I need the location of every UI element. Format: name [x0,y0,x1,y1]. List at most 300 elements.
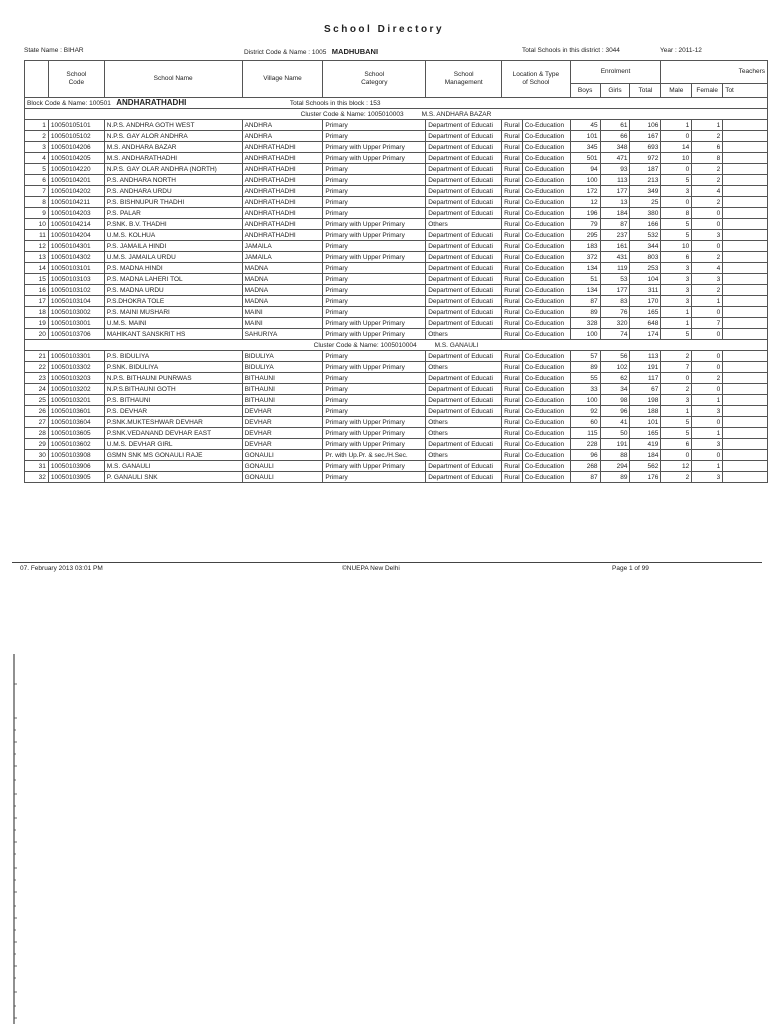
school-name-cell: U.M.S. MAINI [104,318,242,329]
school-code-cell: 10050105101 [48,120,104,131]
village-name-cell: ANDHRATHADHI [242,219,323,230]
state-name: State Name : BIHAR [24,47,84,54]
teachers-total-cell [723,351,768,362]
female-teachers-cell: 0 [692,417,723,428]
female-teachers-cell: 2 [692,131,723,142]
boys-cell: 60 [570,417,600,428]
page-title: School Directory [323,24,445,35]
school-type-cell: Co-Education [522,175,570,186]
male-teachers-cell: 6 [661,252,692,263]
table-row [25,131,768,142]
location-cell: Rural [502,285,523,296]
serial-no-cell: 23 [25,373,49,384]
school-category-cell: Primary with Upper Primary [323,439,426,450]
teachers-total-cell [723,472,768,483]
female-teachers-cell: 1 [692,120,723,131]
school-code-cell: 10050104201 [48,175,104,186]
school-code-cell: 10050104302 [48,252,104,263]
serial-no-cell: 11 [25,230,49,241]
school-code-cell: 10050104206 [48,142,104,153]
footer-date: 07. February 2013 03:01 PM [20,565,103,572]
school-type-cell: Co-Education [522,450,570,461]
table-row [25,153,768,164]
girls-cell: 237 [600,230,630,241]
school-code-cell: 10050103302 [48,362,104,373]
male-teachers-cell: 0 [661,131,692,142]
teachers-total-cell [723,153,768,164]
table-row [25,395,768,406]
school-type-cell: Co-Education [522,472,570,483]
girls-cell: 96 [600,406,630,417]
school-code-cell: 10050103203 [48,373,104,384]
school-name-cell: P.S. PALAR [104,208,242,219]
school-management-cell: Department of Educati [426,120,502,131]
school-category-cell: Primary [323,120,426,131]
school-category-cell: Primary with Upper Primary [323,230,426,241]
table-row [25,461,768,472]
header-teachers-total: Tot [723,84,768,98]
enrolment-total-cell: 25 [630,197,661,208]
female-teachers-cell: 0 [692,219,723,230]
school-name-cell: P.S.DHOKRA TOLE [104,296,242,307]
serial-no-cell: 1 [25,120,49,131]
village-name-cell: JAMAILA [242,241,323,252]
serial-no-cell: 31 [25,461,49,472]
table-body [25,98,768,483]
cluster-row [25,109,768,120]
school-type-cell: Co-Education [522,142,570,153]
enrolment-total-cell: 213 [630,175,661,186]
school-category-cell: Primary with Upper Primary [323,329,426,340]
village-name-cell: ANDHRATHADHI [242,230,323,241]
male-teachers-cell: 0 [661,164,692,175]
enrolment-total-cell: 166 [630,219,661,230]
enrolment-total-cell: 349 [630,186,661,197]
enrolment-total-cell: 188 [630,406,661,417]
male-teachers-cell: 5 [661,428,692,439]
teachers-total-cell [723,197,768,208]
location-cell: Rural [502,318,523,329]
enrolment-total-cell: 106 [630,120,661,131]
school-management-cell: Others [426,417,502,428]
female-teachers-cell: 8 [692,153,723,164]
school-name-cell: GSMN SNK MS GONAULI RAJE [104,450,242,461]
serial-no-cell: 2 [25,131,49,142]
school-type-cell: Co-Education [522,329,570,340]
table-row [25,230,768,241]
male-teachers-cell: 3 [661,263,692,274]
girls-cell: 89 [600,472,630,483]
teachers-total-cell [723,296,768,307]
teachers-total-cell [723,461,768,472]
female-teachers-cell: 0 [692,241,723,252]
girls-cell: 83 [600,296,630,307]
school-management-cell: Department of Educati [426,351,502,362]
school-code-cell: 10050103104 [48,296,104,307]
school-category-cell: Pr. with Up.Pr. & sec./H.Sec. [323,450,426,461]
table-row [25,175,768,186]
location-cell: Rural [502,472,523,483]
school-code-cell: 10050104203 [48,208,104,219]
girls-cell: 53 [600,274,630,285]
boys-cell: 183 [570,241,600,252]
school-name-cell: P.SNK.MUKTESHWAR DEVHAR [104,417,242,428]
school-name-cell: P.S. MADNA URDU [104,285,242,296]
cluster-info [25,109,768,120]
school-category-cell: Primary [323,406,426,417]
school-category-cell: Primary [323,208,426,219]
teachers-total-cell [723,406,768,417]
boys-cell: 51 [570,274,600,285]
school-category-cell: Primary [323,296,426,307]
girls-cell: 102 [600,362,630,373]
enrolment-total-cell: 187 [630,164,661,175]
village-name-cell: MAINI [242,307,323,318]
school-name-cell: M.S. ANDHARA BAZAR [104,142,242,153]
table-row [25,307,768,318]
village-name-cell: DEVHAR [242,439,323,450]
block-total-schools: Total Schools in this block : 153 [289,100,381,107]
location-cell: Rural [502,439,523,450]
teachers-total-cell [723,285,768,296]
location-cell: Rural [502,329,523,340]
school-code-cell: 10050104220 [48,164,104,175]
boys-cell: 92 [570,406,600,417]
boys-cell: 89 [570,307,600,318]
table-row [25,208,768,219]
teachers-total-cell [723,186,768,197]
girls-cell: 66 [600,131,630,142]
school-name-cell: MAHIKANT SANSKRIT HS [104,329,242,340]
school-code-cell: 10050103301 [48,351,104,362]
school-category-cell: Primary [323,197,426,208]
serial-no-cell: 18 [25,307,49,318]
girls-cell: 41 [600,417,630,428]
male-teachers-cell: 14 [661,142,692,153]
table-row [25,285,768,296]
male-teachers-cell: 3 [661,274,692,285]
teachers-total-cell [723,120,768,131]
header-girls: Girls [600,84,630,98]
school-management-cell: Department of Educati [426,208,502,219]
school-type-cell: Co-Education [522,263,570,274]
village-name-cell: BITHAUNI [242,395,323,406]
school-category-cell: Primary with Upper Primary [323,153,426,164]
female-teachers-cell: 4 [692,263,723,274]
header-enrolment: Enrolment [570,61,661,84]
boys-cell: 12 [570,197,600,208]
female-teachers-cell: 1 [692,296,723,307]
table-row [25,252,768,263]
girls-cell: 76 [600,307,630,318]
school-type-cell: Co-Education [522,439,570,450]
serial-no-cell: 27 [25,417,49,428]
school-code-cell: 10050104214 [48,219,104,230]
footer-credit: ©NUEPA New Delhi [342,565,400,572]
school-name-cell: P.SNK.VEDANAND DEVHAR EAST [104,428,242,439]
school-name-cell: U.M.S. KOLHUA [104,230,242,241]
village-name-cell: JAMAILA [242,252,323,263]
school-management-cell: Department of Educati [426,384,502,395]
village-name-cell: ANDHRATHADHI [242,164,323,175]
girls-cell: 13 [600,197,630,208]
school-type-cell: Co-Education [522,406,570,417]
school-management-cell: Department of Educati [426,296,502,307]
school-category-cell: Primary [323,175,426,186]
enrolment-total-cell: 176 [630,472,661,483]
serial-no-cell: 19 [25,318,49,329]
boys-cell: 228 [570,439,600,450]
girls-cell: 56 [600,351,630,362]
enrolment-total-cell: 253 [630,263,661,274]
school-directory-table [24,60,768,483]
teachers-total-cell [723,450,768,461]
school-type-cell: Co-Education [522,219,570,230]
school-management-cell: Others [426,428,502,439]
serial-no-cell: 10 [25,219,49,230]
serial-no-cell: 20 [25,329,49,340]
enrolment-total-cell: 170 [630,296,661,307]
teachers-total-cell [723,362,768,373]
table-row [25,417,768,428]
total-schools-district: Total Schools in this district : 3044 [522,47,620,54]
school-code-cell: 10050103706 [48,329,104,340]
female-teachers-cell: 1 [692,395,723,406]
girls-cell: 161 [600,241,630,252]
boys-cell: 94 [570,164,600,175]
enrolment-total-cell: 184 [630,450,661,461]
female-teachers-cell: 0 [692,307,723,318]
male-teachers-cell: 5 [661,329,692,340]
school-type-cell: Co-Education [522,164,570,175]
school-type-cell: Co-Education [522,285,570,296]
boys-cell: 328 [570,318,600,329]
location-cell: Rural [502,263,523,274]
boys-cell: 372 [570,252,600,263]
header-serial [25,61,49,98]
male-teachers-cell: 5 [661,219,692,230]
male-teachers-cell: 0 [661,373,692,384]
school-type-cell: Co-Education [522,395,570,406]
school-type-cell: Co-Education [522,197,570,208]
table-row [25,241,768,252]
teachers-total-cell [723,307,768,318]
school-name-cell: N.P.S. GAY ALOR ANDHRA [104,131,242,142]
school-type-cell: Co-Education [522,230,570,241]
table-row [25,186,768,197]
teachers-total-cell [723,208,768,219]
table-row [25,142,768,153]
school-management-cell: Department of Educati [426,131,502,142]
table-row [25,373,768,384]
serial-no-cell: 15 [25,274,49,285]
school-management-cell: Department of Educati [426,274,502,285]
school-name-cell: N.P.S.BITHAUNI GOTH [104,384,242,395]
school-name-cell: P.SNK. BIDULIYA [104,362,242,373]
village-name-cell: DEVHAR [242,428,323,439]
school-type-cell: Co-Education [522,296,570,307]
female-teachers-cell: 3 [692,406,723,417]
teachers-total-cell [723,131,768,142]
school-management-cell: Department of Educati [426,186,502,197]
location-cell: Rural [502,208,523,219]
location-cell: Rural [502,120,523,131]
school-name-cell: P.S. ANDHARA URDU [104,186,242,197]
school-management-cell: Department of Educati [426,285,502,296]
school-code-cell: 10050103201 [48,395,104,406]
male-teachers-cell: 12 [661,461,692,472]
school-name-cell: P.S. BITHAUNI [104,395,242,406]
cluster-code-label: Cluster Code & Name: 1005010004 [313,341,417,349]
block-name: ANDHARATHADHI [116,98,187,107]
male-teachers-cell: 5 [661,417,692,428]
girls-cell: 98 [600,395,630,406]
female-teachers-cell: 0 [692,351,723,362]
school-management-cell: Department of Educati [426,197,502,208]
girls-cell: 177 [600,186,630,197]
female-teachers-cell: 3 [692,274,723,285]
location-cell: Rural [502,164,523,175]
village-name-cell: ANDHRATHADHI [242,208,323,219]
teachers-total-cell [723,373,768,384]
girls-cell: 348 [600,142,630,153]
school-type-cell: Co-Education [522,417,570,428]
teachers-total-cell [723,219,768,230]
school-category-cell: Primary with Upper Primary [323,362,426,373]
location-cell: Rural [502,450,523,461]
village-name-cell: BIDULIYA [242,351,323,362]
boys-cell: 33 [570,384,600,395]
serial-no-cell: 25 [25,395,49,406]
girls-cell: 62 [600,373,630,384]
table-row [25,428,768,439]
village-name-cell: MADNA [242,296,323,307]
footer-divider [12,562,762,563]
female-teachers-cell: 3 [692,472,723,483]
village-name-cell: ANDHRATHADHI [242,175,323,186]
girls-cell: 431 [600,252,630,263]
boys-cell: 101 [570,131,600,142]
teachers-total-cell [723,384,768,395]
boys-cell: 100 [570,175,600,186]
female-teachers-cell: 2 [692,252,723,263]
school-code-cell: 10050104211 [48,197,104,208]
school-category-cell: Primary with Upper Primary [323,461,426,472]
village-name-cell: GONAULI [242,461,323,472]
teachers-total-cell [723,142,768,153]
school-type-cell: Co-Education [522,131,570,142]
enrolment-total-cell: 165 [630,307,661,318]
location-cell: Rural [502,197,523,208]
school-code-cell: 10050104204 [48,230,104,241]
serial-no-cell: 32 [25,472,49,483]
village-name-cell: GONAULI [242,472,323,483]
location-cell: Rural [502,406,523,417]
serial-no-cell: 7 [25,186,49,197]
school-category-cell: Primary [323,395,426,406]
girls-cell: 119 [600,263,630,274]
district-code-label: District Code & Name : 1005 [244,49,327,56]
table-row [25,406,768,417]
village-name-cell: ANDHRA [242,120,323,131]
male-teachers-cell: 3 [661,186,692,197]
enrolment-total-cell: 311 [630,285,661,296]
girls-cell: 294 [600,461,630,472]
school-name-cell: M.S. ANDHARATHADHI [104,153,242,164]
school-category-cell: Primary [323,384,426,395]
school-type-cell: Co-Education [522,274,570,285]
school-management-cell: Others [426,450,502,461]
school-type-cell: Co-Education [522,186,570,197]
serial-no-cell: 14 [25,263,49,274]
school-type-cell: Co-Education [522,252,570,263]
female-teachers-cell: 2 [692,373,723,384]
girls-cell: 87 [600,219,630,230]
boys-cell: 87 [570,296,600,307]
boys-cell: 196 [570,208,600,219]
village-name-cell: MADNA [242,285,323,296]
table-row [25,318,768,329]
female-teachers-cell: 4 [692,186,723,197]
school-category-cell: Primary with Upper Primary [323,428,426,439]
school-management-cell: Department of Educati [426,153,502,164]
serial-no-cell: 26 [25,406,49,417]
enrolment-total-cell: 67 [630,384,661,395]
header-school-name: School Name [104,61,242,98]
boys-cell: 501 [570,153,600,164]
teachers-total-cell [723,252,768,263]
boys-cell: 134 [570,285,600,296]
school-category-cell: Primary [323,307,426,318]
serial-no-cell: 3 [25,142,49,153]
female-teachers-cell: 3 [692,230,723,241]
table-row [25,351,768,362]
village-name-cell: ANDHRATHADHI [242,142,323,153]
enrolment-total-cell: 532 [630,230,661,241]
village-name-cell: MADNA [242,274,323,285]
boys-cell: 55 [570,373,600,384]
location-cell: Rural [502,395,523,406]
male-teachers-cell: 10 [661,241,692,252]
village-name-cell: ANDHRATHADHI [242,186,323,197]
teachers-total-cell [723,417,768,428]
header-teachers: Teachers [661,61,768,84]
school-code-cell: 10050103002 [48,307,104,318]
village-name-cell: BITHAUNI [242,384,323,395]
male-teachers-cell: 3 [661,296,692,307]
girls-cell: 471 [600,153,630,164]
female-teachers-cell: 0 [692,329,723,340]
female-teachers-cell: 0 [692,208,723,219]
school-management-cell: Department of Educati [426,307,502,318]
female-teachers-cell: 2 [692,164,723,175]
header-school-code: School Code [48,61,104,98]
school-code-cell: 10050104202 [48,186,104,197]
school-management-cell: Department of Educati [426,230,502,241]
school-management-cell: Department of Educati [426,241,502,252]
school-category-cell: Primary with Upper Primary [323,219,426,230]
girls-cell: 74 [600,329,630,340]
boys-cell: 134 [570,263,600,274]
male-teachers-cell: 0 [661,197,692,208]
school-management-cell: Department of Educati [426,472,502,483]
school-category-cell: Primary [323,263,426,274]
boys-cell: 268 [570,461,600,472]
girls-cell: 177 [600,285,630,296]
serial-no-cell: 22 [25,362,49,373]
male-teachers-cell: 1 [661,406,692,417]
district-name: MADHUBANI [331,47,379,56]
